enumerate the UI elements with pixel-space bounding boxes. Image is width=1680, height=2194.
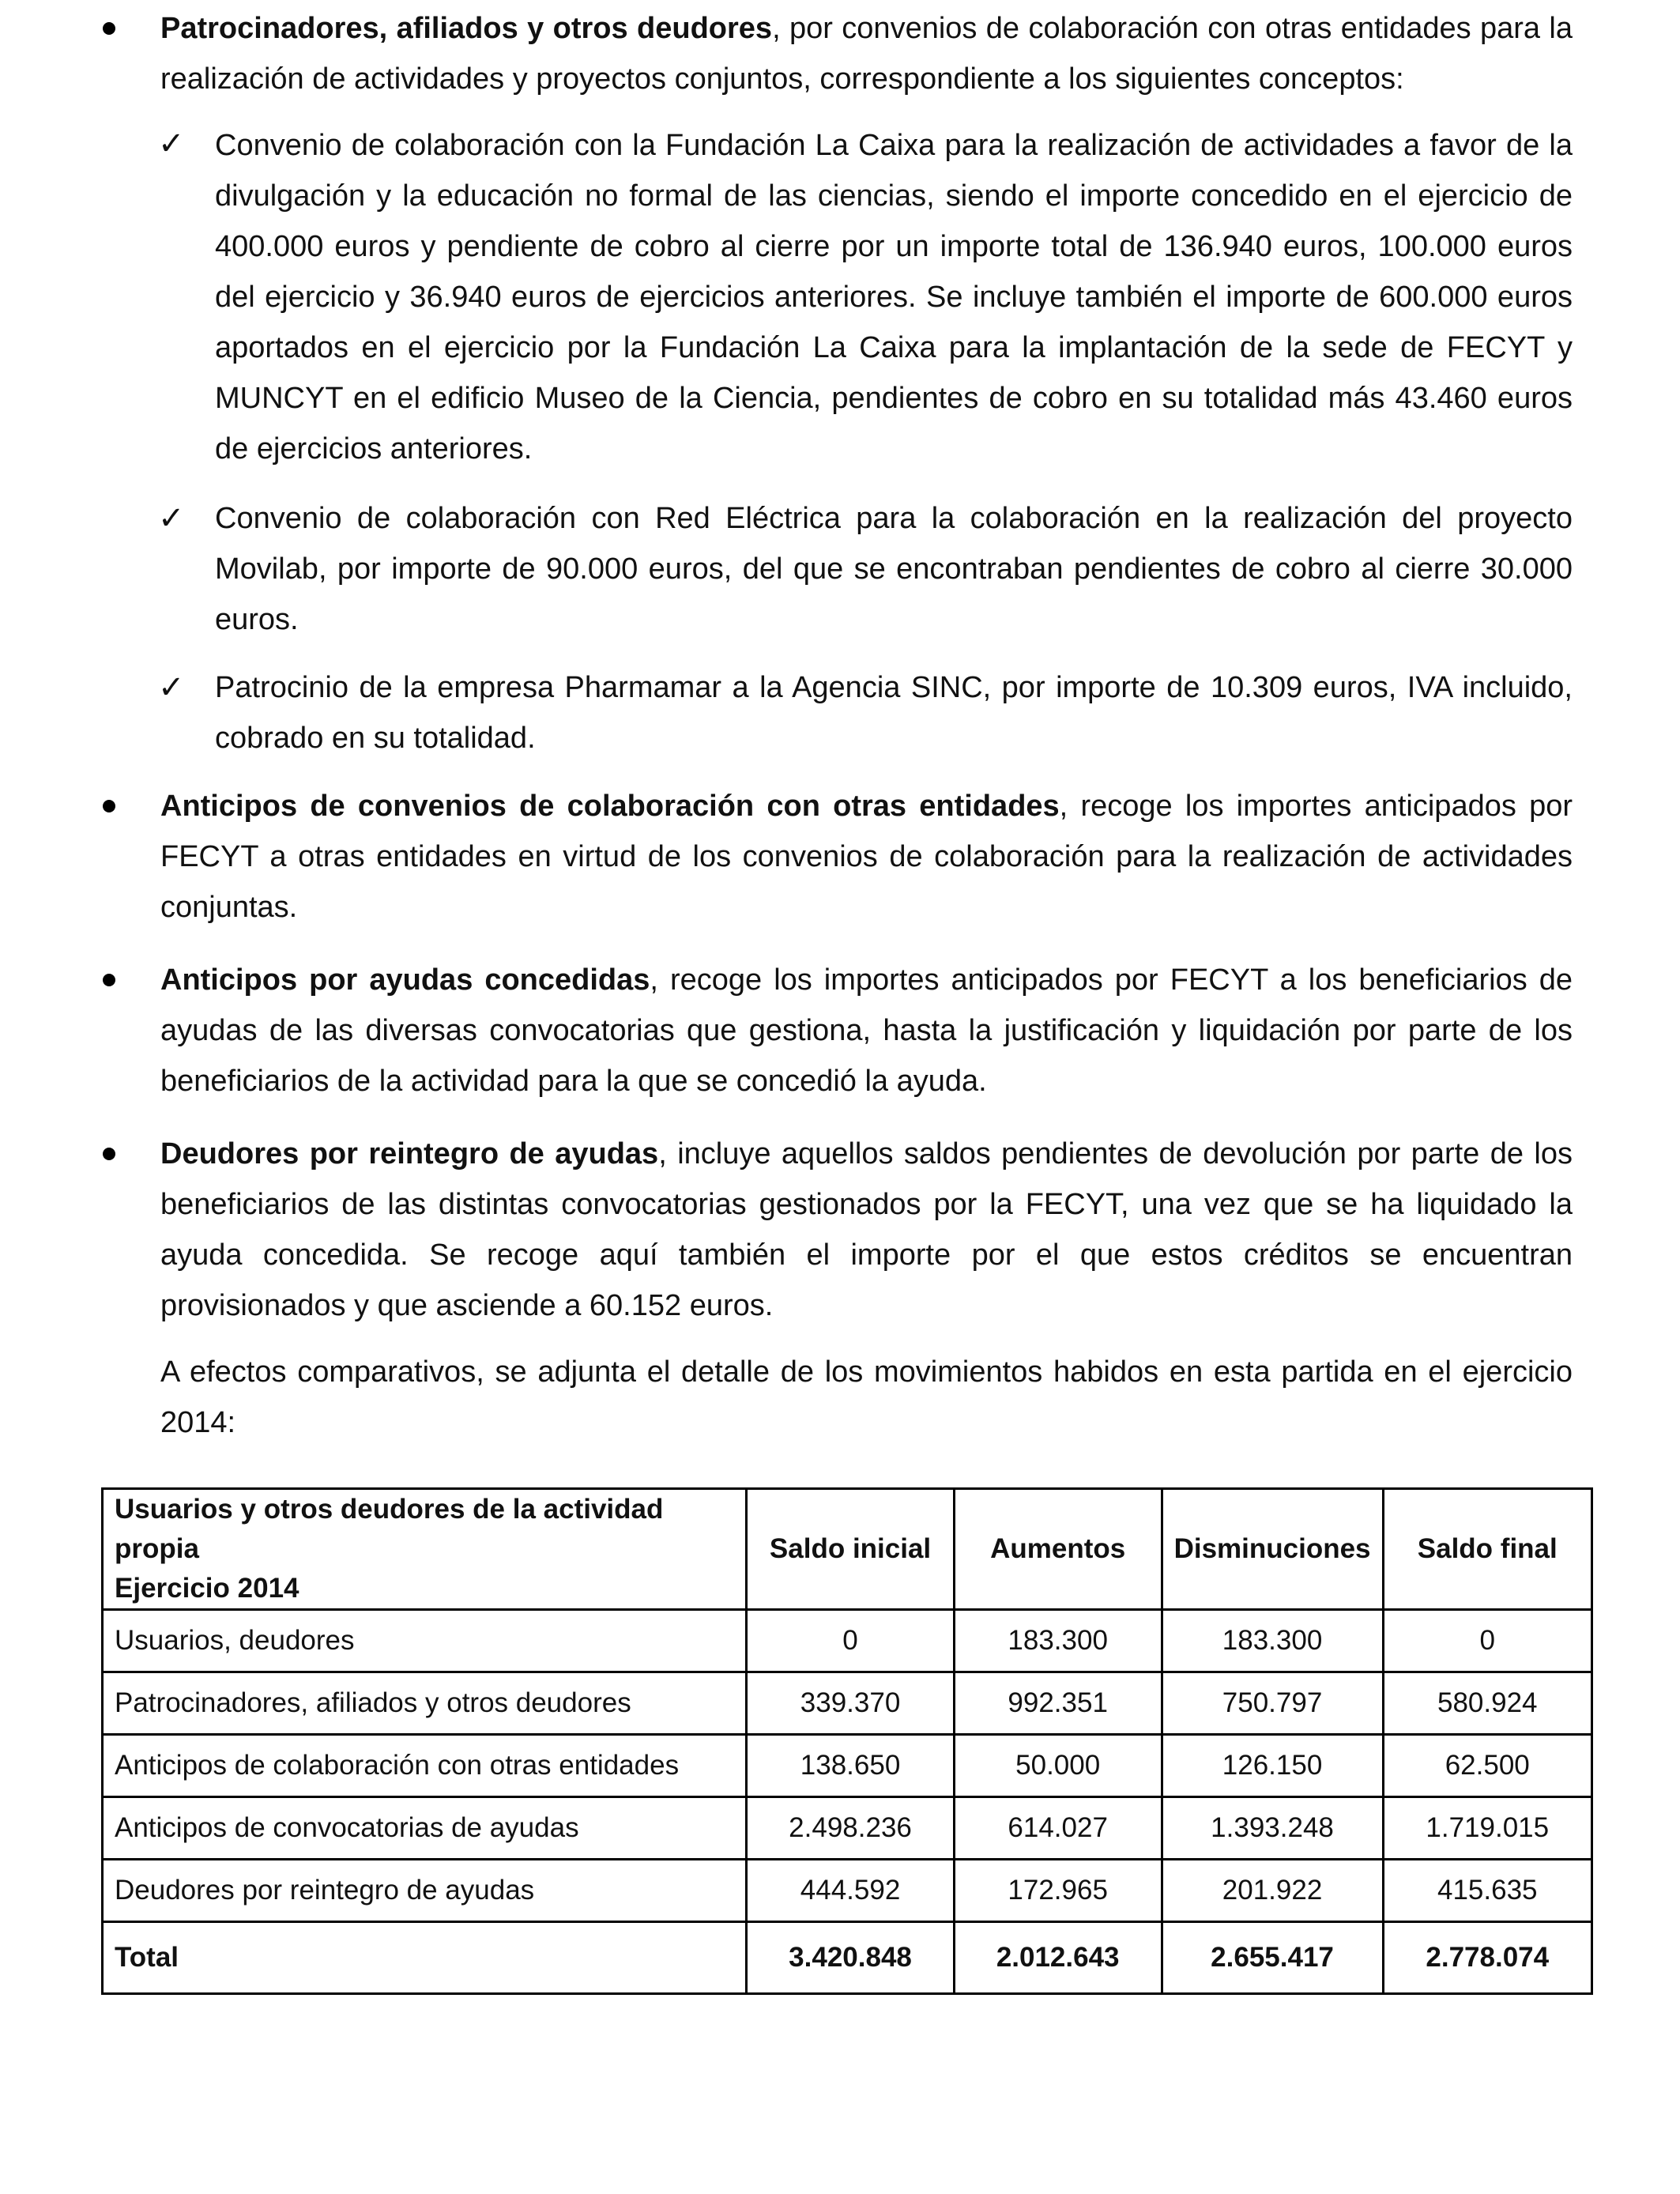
cell-saldo-inicial: 2.498.236 <box>747 1797 954 1860</box>
total-saldo-final: 2.778.074 <box>1383 1922 1591 1994</box>
row-label: Anticipos de colaboración con otras entidades <box>103 1735 747 1797</box>
row-label: Anticipos de convocatorias de ayudas <box>103 1797 747 1860</box>
cell-saldo-inicial: 444.592 <box>747 1860 954 1922</box>
checkmark-icon: ✓ <box>158 669 185 706</box>
total-disminuciones: 2.655.417 <box>1162 1922 1383 1994</box>
bullet-text: , por convenios de colaboración con otras entidades para la realización de actividades y proyectos conjuntos, correspondiente a los siguientes conceptos: <box>160 12 1573 96</box>
cell-saldo-inicial: 339.370 <box>747 1672 954 1735</box>
bullet-paragraph <box>160 955 1573 1106</box>
cell-aumentos: 614.027 <box>954 1797 1162 1860</box>
cell-disminuciones: 1.393.248 <box>1162 1797 1383 1860</box>
bullet-heading: Anticipos de convenios de colaboración con otras entidades <box>160 790 1060 823</box>
total-saldo-inicial: 3.420.848 <box>747 1922 954 1994</box>
header-disminuciones: Disminuciones <box>1162 1489 1383 1610</box>
bullet-paragraph <box>160 781 1573 933</box>
checkmark-icon: ✓ <box>158 126 185 162</box>
cell-saldo-final: 580.924 <box>1383 1672 1591 1735</box>
cell-aumentos: 50.000 <box>954 1735 1162 1797</box>
table-header-title <box>103 1489 747 1610</box>
bullet-dot <box>103 800 115 812</box>
checkmark-icon: ✓ <box>158 500 185 537</box>
bullet-dot <box>103 1148 115 1160</box>
header-saldo-inicial: Saldo inicial <box>747 1489 954 1610</box>
cell-saldo-final: 415.635 <box>1383 1860 1591 1922</box>
cell-disminuciones: 183.300 <box>1162 1610 1383 1672</box>
cell-saldo-inicial: 138.650 <box>747 1735 954 1797</box>
table-row <box>103 1860 1592 1922</box>
table-row <box>103 1735 1592 1797</box>
cell-disminuciones: 201.922 <box>1162 1860 1383 1922</box>
bullet-dot <box>103 974 115 986</box>
cell-saldo-final: 1.719.015 <box>1383 1797 1591 1860</box>
bullet-heading: Deudores por reintegro de ayudas <box>160 1137 659 1171</box>
check-item: Convenio de colaboración con Red Eléctrica para la colaboración en la realización del proyecto Movilab, por importe de 90.000 euros, del que se encontraban pendientes de cobro al cierre 30.000 euros. <box>215 502 1573 636</box>
bullet-heading: Anticipos por ayudas concedidas <box>160 963 650 997</box>
table-row <box>103 1797 1592 1860</box>
header-aumentos: Aumentos <box>954 1489 1162 1610</box>
bullet-heading: Patrocinadores, afiliados y otros deudores <box>160 12 773 45</box>
bullet-dot <box>103 22 115 35</box>
total-aumentos: 2.012.643 <box>954 1922 1162 1994</box>
bullet-paragraph <box>160 3 1573 104</box>
cell-saldo-inicial: 0 <box>747 1610 954 1672</box>
header-saldo-final: Saldo final <box>1383 1489 1591 1610</box>
cell-aumentos: 172.965 <box>954 1860 1162 1922</box>
cell-disminuciones: 126.150 <box>1162 1735 1383 1797</box>
cell-aumentos: 183.300 <box>954 1610 1162 1672</box>
cell-aumentos: 992.351 <box>954 1672 1162 1735</box>
check-item: Patrocinio de la empresa Pharmamar a la Agencia SINC, por importe de 10.309 euros, IVA incluido, cobrado en su totalidad. <box>215 671 1573 755</box>
header-title-line2: Ejercicio 2014 <box>115 1573 299 1604</box>
movements-table <box>101 1487 1593 1995</box>
row-label: Deudores por reintegro de ayudas <box>103 1860 747 1922</box>
cell-saldo-final: 0 <box>1383 1610 1591 1672</box>
total-label: Total <box>103 1922 747 1994</box>
check-item: Convenio de colaboración con la Fundación La Caixa para la realización de actividades a favor de la divulgación y la educación no formal de las ciencias, siendo el importe concedido en el ejercicio de 400.000 euros y pendiente de cobro al cierre por un importe total de 136.940 euros, 100.000 euros del ejercicio y 36.940 euros de ejercicios anteriores. Se incluye también el importe de 600.000 euros aportados en el ejercicio por la Fundación La Caixa para la implantación de la sede de FECYT y MUNCYT en el edificio Museo de la Ciencia, pendientes de cobro en su totalidad más 43.460 euros de ejercicios anteriores. <box>215 129 1573 466</box>
row-label: Patrocinadores, afiliados y otros deudores <box>103 1672 747 1735</box>
header-title-line1: Usuarios y otros deudores de la actividad propia <box>115 1494 664 1564</box>
table-row <box>103 1672 1592 1735</box>
table-header-row <box>103 1489 1592 1610</box>
cell-saldo-final: 62.500 <box>1383 1735 1591 1797</box>
table-row <box>103 1610 1592 1672</box>
bullet-paragraph <box>160 1129 1573 1331</box>
row-label: Usuarios, deudores <box>103 1610 747 1672</box>
bullet-text: , incluye aquellos saldos pendientes de devolución por parte de los beneficiarios de las distintas convocatorias gestionados por la FECYT, una vez que se ha liquidado la ayuda concedida. Se recoge aquí también el importe por el que estos créditos se encuentran provisionados y que asciende a 60.152 euros. <box>160 1137 1573 1322</box>
comparative-paragraph: A efectos comparativos, se adjunta el detalle de los movimientos habidos en esta partida en el ejercicio 2014: <box>160 1355 1573 1439</box>
cell-disminuciones: 750.797 <box>1162 1672 1383 1735</box>
table-total-row <box>103 1922 1592 1994</box>
bullet-text: , recoge los importes anticipados por FECYT a los beneficiarios de ayudas de las diversas convocatorias que gestiona, hasta la justificación y liquidación por parte de los beneficiarios de la actividad para la que se concedió la ayuda. <box>160 963 1573 1098</box>
bullet-text: , recoge los importes anticipados por FECYT a otras entidades en virtud de los convenios de colaboración para la realización de actividades conjuntas. <box>160 790 1573 924</box>
